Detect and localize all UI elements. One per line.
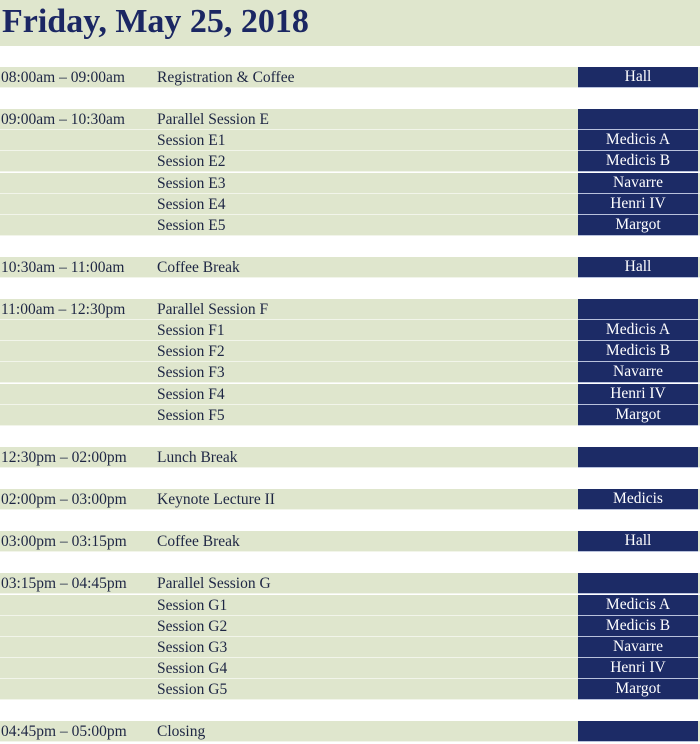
room-cell: Medicis B <box>578 341 698 362</box>
time-range: 08:00am – 09:00am <box>1 69 125 86</box>
time-range: 12:30pm – 02:00pm <box>1 448 127 466</box>
room-cell: Medicis B <box>578 616 698 637</box>
time-range: 04:45pm – 05:00pm <box>1 723 127 741</box>
session-row <box>0 616 700 637</box>
event-label: Session G1 <box>157 596 228 614</box>
schedule-row <box>0 489 700 510</box>
event-label: Session F4 <box>157 385 225 403</box>
schedule-row <box>0 573 700 594</box>
session-row <box>0 215 700 236</box>
schedule-row <box>0 67 700 88</box>
event-label: Session F3 <box>157 364 225 382</box>
room-cell <box>578 299 698 320</box>
room-cell <box>578 573 698 594</box>
schedule-row <box>0 109 700 130</box>
event-label: Session G4 <box>157 659 228 677</box>
room-cell: Margot <box>578 405 698 426</box>
schedule-row <box>0 531 700 552</box>
session-row <box>0 405 700 426</box>
session-row <box>0 362 700 383</box>
room-cell: Medicis A <box>578 320 698 341</box>
room-cell <box>578 721 698 742</box>
session-row <box>0 595 700 616</box>
room-cell: Hall <box>578 257 698 278</box>
page-title: Friday, May 25, 2018 <box>2 3 309 40</box>
session-row <box>0 384 700 405</box>
session-row <box>0 151 700 172</box>
event-label: Registration & Coffee <box>157 69 295 86</box>
room-cell: Navarre <box>578 637 698 658</box>
event-label: Session G2 <box>157 617 228 635</box>
session-row <box>0 679 700 700</box>
room-cell: Navarre <box>578 362 698 383</box>
schedule-row <box>0 299 700 320</box>
event-label: Session E4 <box>157 195 226 213</box>
schedule-row <box>0 257 700 278</box>
session-row <box>0 658 700 679</box>
room-cell: Henri IV <box>578 194 698 215</box>
event-label: Session G3 <box>157 638 228 656</box>
event-label: Parallel Session E <box>157 111 269 129</box>
room-cell: Medicis A <box>578 130 698 151</box>
session-row <box>0 194 700 215</box>
event-label: Session F5 <box>157 406 225 424</box>
event-label: Closing <box>157 723 206 741</box>
session-row <box>0 173 700 194</box>
room-cell: Henri IV <box>578 384 698 405</box>
session-row <box>0 341 700 362</box>
time-range: 03:00pm – 03:15pm <box>1 533 127 551</box>
event-label: Session E3 <box>157 174 226 192</box>
room-cell: Medicis B <box>578 151 698 172</box>
schedule-row <box>0 721 700 742</box>
event-label: Coffee Break <box>157 533 240 551</box>
room-cell: Hall <box>578 531 698 552</box>
room-cell: Medicis <box>578 489 698 510</box>
room-cell: Margot <box>578 679 698 700</box>
room-cell <box>578 109 698 130</box>
schedule-row <box>0 447 700 468</box>
event-label: Session E5 <box>157 216 226 234</box>
session-row <box>0 320 700 341</box>
event-label: Session G5 <box>157 680 228 698</box>
title-bar <box>0 0 700 46</box>
event-label: Session E2 <box>157 153 226 171</box>
time-range: 02:00pm – 03:00pm <box>1 491 127 508</box>
session-row <box>0 637 700 658</box>
time-range: 09:00am – 10:30am <box>1 111 125 129</box>
event-label: Session E1 <box>157 132 226 150</box>
room-cell: Medicis A <box>578 595 698 616</box>
time-range: 10:30am – 11:00am <box>1 258 125 276</box>
room-cell: Margot <box>578 215 698 236</box>
room-cell <box>578 447 698 468</box>
time-range: 11:00am – 12:30pm <box>1 301 126 319</box>
event-label: Parallel Session G <box>157 575 271 593</box>
room-cell: Hall <box>578 67 698 88</box>
event-label: Session F1 <box>157 322 225 340</box>
event-label: Coffee Break <box>157 258 240 276</box>
time-range: 03:15pm – 04:45pm <box>1 575 127 593</box>
event-label: Session F2 <box>157 343 225 361</box>
session-row <box>0 130 700 151</box>
room-cell: Henri IV <box>578 658 698 679</box>
event-label: Lunch Break <box>157 448 238 466</box>
event-label: Parallel Session F <box>157 301 269 319</box>
room-cell: Navarre <box>578 173 698 194</box>
event-label: Keynote Lecture II <box>157 491 275 508</box>
